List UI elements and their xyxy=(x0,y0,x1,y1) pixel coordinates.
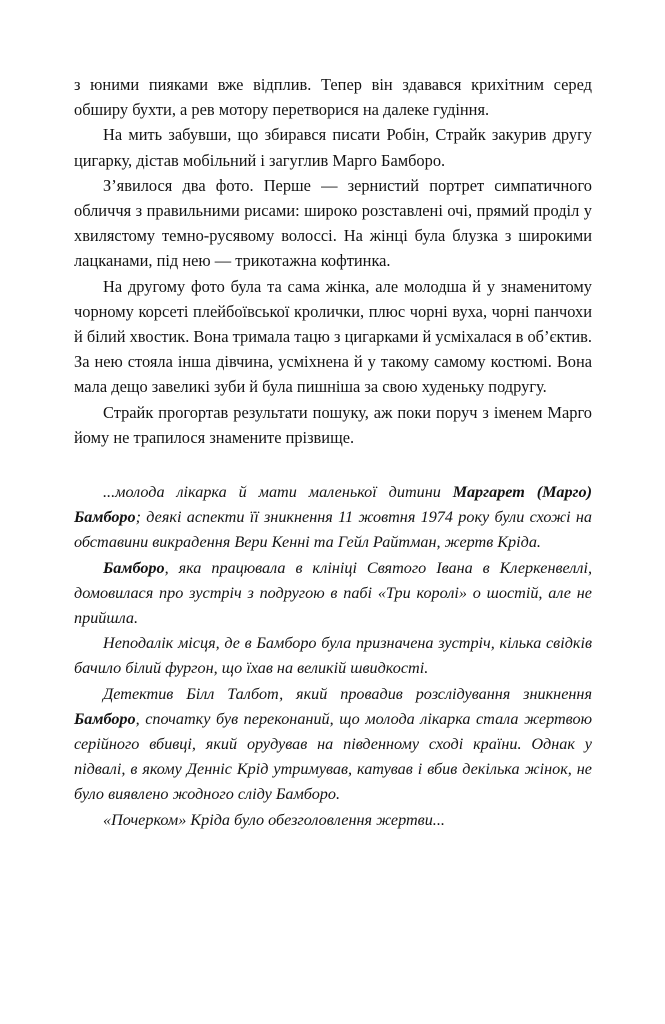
excerpt-paragraph: ...молода лікарка й мати маленької дитини Маргарет (Марго) Бамборо; деякі аспекти її зникнення 11 жовтня 1974 року були схожі на обставини викрадення Вери Кенні та Гейл Райтман, жертв Кріда. xyxy=(74,483,592,552)
emphasised-name: Маргарет (Марго) Бамборо xyxy=(74,483,592,527)
emphasised-name: Бамборо xyxy=(103,558,165,577)
text-column xyxy=(74,72,592,833)
article-excerpt-block xyxy=(74,480,592,833)
excerpt-paragraph: Неподалік місця, де в Бамборо була призначена зустріч, кілька свідків бачило білий фургон, що їхав на великій швидкості. xyxy=(74,634,592,678)
paragraph: На мить забувши, що збирався писати Робін, Страйк закурив другу цигарку, дістав мобільний і загуглив Марго Бамборо. xyxy=(74,125,592,170)
excerpt-paragraph: «Почерком» Кріда було обезголовлення жертви... xyxy=(103,810,445,829)
excerpt-paragraph: Бамборо, яка працювала в клініці Святого Івана в Клеркенвеллі, домовилася про зустріч з подругою в пабі «Три королі» о шостій, але не прийшла. xyxy=(74,558,592,628)
paragraph: З’явилося два фото. Перше — зернистий портрет симпатичного обличчя з правильними рисами: широко розставлені очі, прямий проділ у хвилястому темно-русявому волоссі. На жінці була блузка з широкими лацканами, під нею — трикотажна кофтинка. xyxy=(74,175,592,271)
paragraph-continuation: з юними пияками вже відплив. Тепер він здавався крихітним серед обширу бухти, а рев мотору перетворися на далеке гудіння. xyxy=(74,75,592,120)
paragraph: На другому фото була та сама жінка, але молодша й у знаменитому чорному корсеті плейбоївської кролички, плюс чорні вуха, чорні панчохи й білий хвостик. Вона тримала тацю з цигарками й усміхалася в об’єктив. За нею стояла інша дівчина, усміхнена й у такому самому костюмі. Вона мала дещо завеликі зуби й була пишніша за свою худеньку подругу. xyxy=(74,276,592,397)
paragraph: Страйк прогортав результати пошуку, аж поки поруч з іменем Марго йому не трапилося знамените прізвище. xyxy=(74,402,592,447)
excerpt-paragraph: Детектив Білл Талбот, який провадив розслідування зникнення Бамборо, спочатку був переконаний, що молода лікарка стала жертвою серійного вбивці, який орудував на південному сході країни. Однак у підвалі, в якому Денніс Крід утримував, катував і вбив декілька жінок, не було виявлено жодного сліду Бамборо. xyxy=(74,684,592,804)
emphasised-name: Бамборо xyxy=(74,709,136,728)
